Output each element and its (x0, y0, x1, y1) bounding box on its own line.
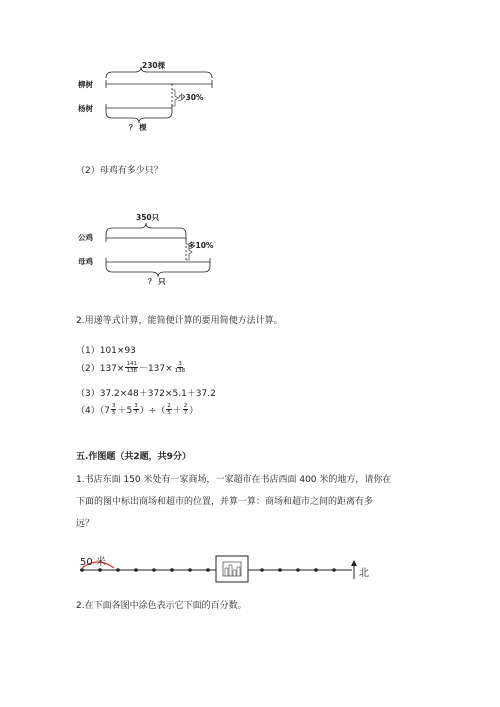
diagram-1-diff: 少30% (178, 93, 204, 102)
diagram-2-total: 350只 (136, 213, 160, 222)
question-1-line-2: 下面的图中标出商场和超市的位置，并算一算：商场和超市之间的距离有多 (76, 497, 374, 507)
calc-item-4-pre: （4）（7 (76, 406, 110, 416)
fraction (133, 403, 139, 416)
fraction (174, 361, 187, 374)
question-2-text: （2）母鸡有多少只？ (76, 166, 163, 176)
calc-item-4 (76, 403, 198, 416)
fraction-numerator: 3 (134, 403, 138, 409)
scale-label: 50 米 (80, 557, 106, 568)
calc-item-4-end: ） (189, 406, 199, 416)
question-1-line-3: 远？ (76, 519, 95, 529)
fraction-denominator: 7 (183, 410, 188, 416)
fraction (183, 403, 189, 416)
fraction (111, 403, 117, 416)
calc-item-2 (76, 361, 187, 374)
section-2-title: 2.用递等式计算，能简便计算的要用简便方法计算。 (76, 316, 283, 326)
diagram-2-rooster-label: 公鸡 (78, 233, 93, 242)
question-1-line-1: 1.书店东面 150 米处有一家商场，一家超市在书店西面 400 米的地方，请你在 (76, 475, 392, 485)
question-2-draw-text: 2.在下面各图中涂色表示它下面的百分数。 (76, 601, 247, 611)
fraction-numerator: 3 (178, 361, 182, 367)
calc-item-1: （1）101×93 (76, 346, 136, 356)
calc-item-4-mid2: ）÷（ (139, 406, 166, 416)
fraction-denominator: 5 (167, 410, 171, 416)
fraction-numerator: 3 (111, 403, 116, 409)
calc-item-2-pre: （2）137× (76, 364, 125, 374)
fraction-denominator: 138 (126, 368, 137, 374)
fraction (125, 361, 138, 374)
bookstore-icon (216, 556, 248, 582)
diagram-2-diff: 多10% (188, 241, 214, 250)
diagram-1-willow-label: 柳树 (78, 80, 93, 89)
fraction-denominator: 138 (174, 368, 186, 374)
fraction-numerator: 2 (167, 403, 171, 409)
diagram-1-total: 230棵 (142, 61, 166, 70)
fraction (166, 403, 172, 416)
fraction-denominator: 7 (134, 410, 138, 416)
diagram-2-unknown: ？ 只 (148, 277, 166, 286)
calc-item-4-mid1: ＋5 (117, 406, 133, 416)
north-arrow-icon (350, 558, 358, 580)
diagram-1-poplar-label: 杨树 (78, 104, 93, 113)
section-5-title: 五.作图题（共2题，共9分） (76, 452, 191, 462)
calc-item-4-plus: ＋ (172, 406, 182, 416)
diagram-1-unknown: ？ 棵 (129, 123, 147, 132)
calc-item-2-mid: －137× (138, 364, 173, 374)
fraction-denominator: 5 (111, 410, 116, 416)
calc-item-3: （3）37.2×48＋372×5.1＋37.2 (76, 389, 216, 399)
fraction-numerator: 141 (126, 361, 137, 367)
diagram-2-hen-label: 母鸡 (78, 257, 93, 266)
fraction-numerator: 2 (183, 403, 188, 409)
north-label: 北 (359, 568, 369, 579)
